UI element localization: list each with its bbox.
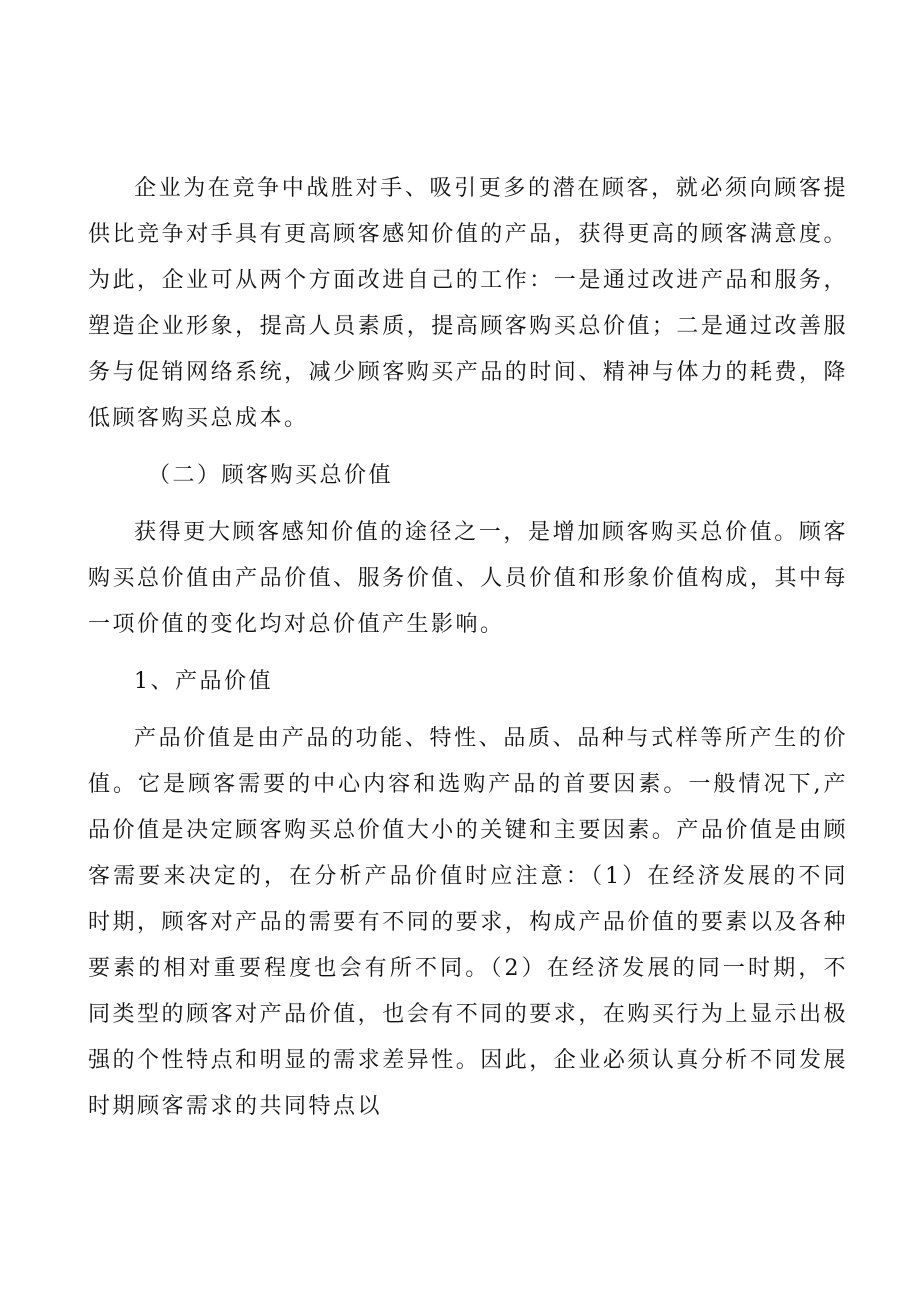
paragraph-product-value: 产品价值是由产品的功能、特性、品质、品种与式样等所产生的价值。它是顾客需要的中心内容和选购产品的首要因素。一般情况下,产品价值是决定顾客购买总价值大小的关键和主要因素。产品价值是由顾客需要来决定的，在分析产品价值时应注意：（1）在经济发展的不同时期，顾客对产品的需要有不同的要求，构成产品价值的要素以及各种要素的相对重要程度也会有所不同。（2）在经济发展的同一时期，不同类型的顾客对产品价值，也会有不同的要求，在购买行为上显示出极强的个性特点和明显的需求差异性。因此，企业必须认真分析不同发展时期顾客需求的共同特点以 [88, 726, 848, 1119]
document-body [88, 166, 848, 1130]
paragraph-total-value: 获得更大顾客感知价值的途径之一，是增加顾客购买总价值。顾客购买总价值由产品价值、服务价值、人员价值和形象价值构成，其中每一项价值的变化均对总价值产生影响。 [88, 520, 848, 637]
paragraph-competition: 企业为在竞争中战胜对手、吸引更多的潜在顾客，就必须向顾客提供比竞争对手具有更高顾客感知价值的产品，获得更高的顾客满意度。为此，企业可从两个方面改进自己的工作：一是通过改进产品和服务，塑造企业形象，提高人员素质，提高顾客购买总价值；二是通过改善服务与促销网络系统，减少顾客购买产品的时间、精神与体力的耗费，降低顾客购买总成本。 [88, 176, 848, 431]
subsection-heading-product-value: 1、产品价值 [134, 669, 273, 694]
section-heading-total-customer-value: （二）顾客购买总价值 [148, 463, 394, 488]
